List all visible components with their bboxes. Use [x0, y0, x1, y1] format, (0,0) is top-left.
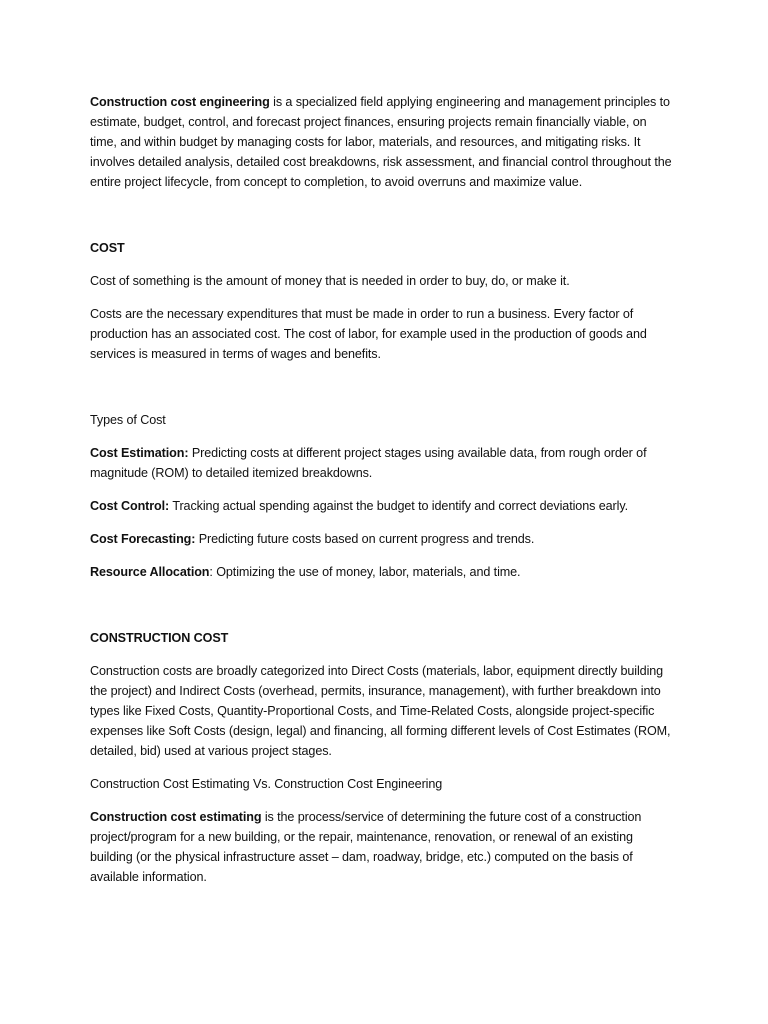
estimating-term: Construction cost estimating: [90, 810, 262, 824]
type-item-term: Cost Forecasting:: [90, 532, 196, 546]
type-item: [90, 562, 676, 582]
type-item-text: Predicting costs at different project stages using available data, from rough order of magnitude (ROM) to detailed itemized breakdowns.: [90, 446, 647, 480]
type-item: [90, 496, 676, 516]
estimating-text: is the process/service of determining the future cost of a construction project/program for a new building, or the repair, maintenance, renovation, or renewal of an existing building (or the physical infrastructure asset – dam, roadway, bridge, etc.) computed on the basis of available information.: [90, 810, 642, 884]
type-item: [90, 443, 676, 483]
type-item-term: Resource Allocation: [90, 565, 210, 579]
cost-definition: Cost of something is the amount of money that is needed in order to buy, do, or make it.: [90, 274, 570, 288]
type-item-term: Cost Estimation:: [90, 446, 189, 460]
construction-cost-subheading: Construction Cost Estimating Vs. Construction Cost Engineering: [90, 777, 443, 791]
intro-paragraph: [90, 92, 676, 192]
intro-text: is a specialized field applying engineering and management principles to estimate, budget, control, and forecast project finances, ensuring projects remain financially viable, on time, and within budget by managing costs for labor, materials, and resources, and mitigating risks. It involves detailed analysis, detailed cost breakdowns, risk assessment, and financial control throughout the entire project lifecycle, from concept to completion, to avoid overruns and maximize value.: [90, 95, 672, 189]
types-heading: Types of Cost: [90, 413, 166, 427]
construction-cost-heading: CONSTRUCTION COST: [90, 631, 229, 645]
intro-term: Construction cost engineering: [90, 95, 270, 109]
cost-explanation: Costs are the necessary expenditures that must be made in order to run a business. Every factor of production has an associated cost. The cost of labor, for example used in the production of goods and services is measured in terms of wages and benefits.: [90, 307, 647, 361]
estimating-paragraph: [90, 807, 676, 887]
type-item: [90, 529, 676, 549]
document-page: [90, 92, 676, 887]
cost-heading: COST: [90, 241, 125, 255]
type-item-term: Cost Control:: [90, 499, 170, 513]
type-item-text: Tracking actual spending against the budget to identify and correct deviations early.: [169, 499, 628, 513]
type-item-text: Predicting future costs based on current progress and trends.: [195, 532, 535, 546]
construction-cost-paragraph: Construction costs are broadly categorized into Direct Costs (materials, labor, equipment directly building the project) and Indirect Costs (overhead, permits, insurance, management), with further breakdown into types like Fixed Costs, Quantity-Proportional Costs, and Time-Related Costs, alongside project-specific expenses like Soft Costs (design, legal) and financing, all forming different levels of Cost Estimates (ROM, detailed, bid) used at various project stages.: [90, 664, 671, 758]
type-item-text: : Optimizing the use of money, labor, materials, and time.: [209, 565, 521, 579]
